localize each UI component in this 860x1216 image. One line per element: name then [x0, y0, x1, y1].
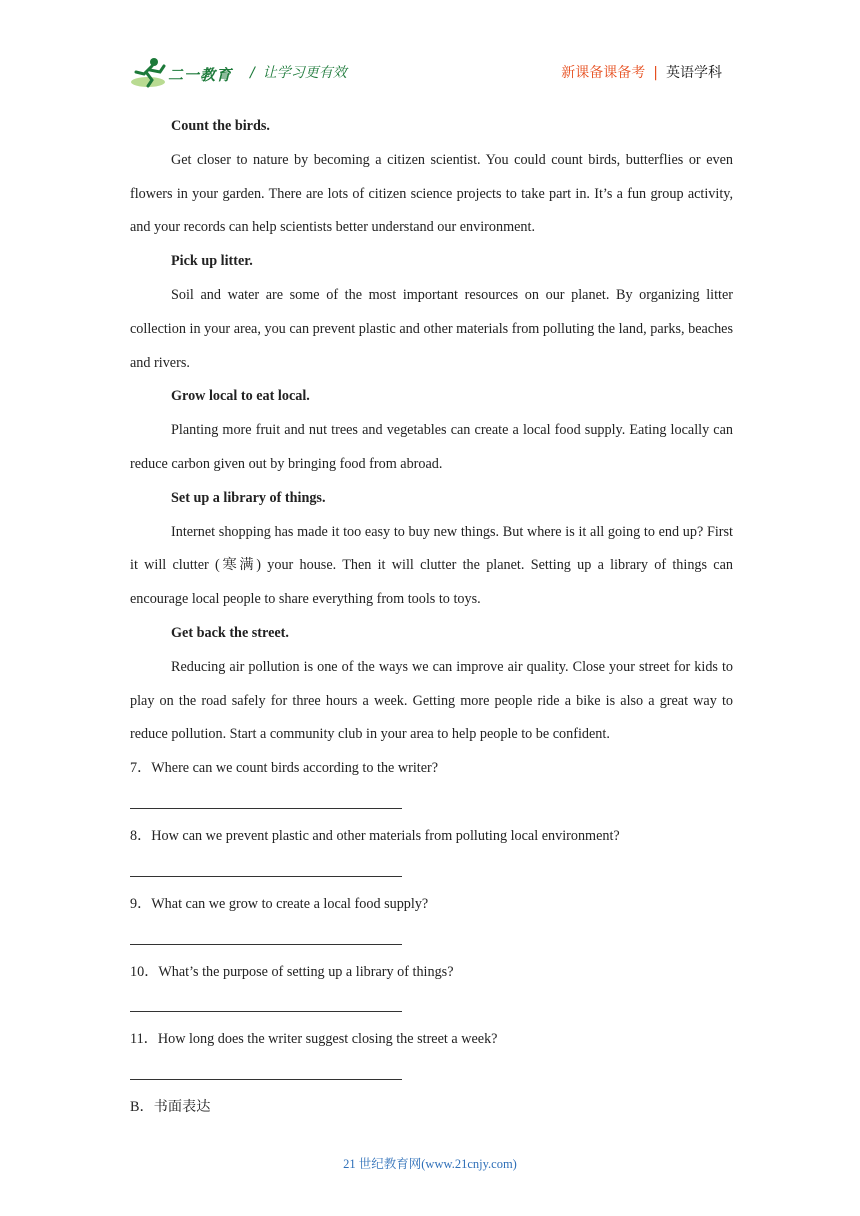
paragraph: Reducing air pollution is one of the ways we can improve air quality. Close your street for kids to play on the road safely for three hours a week. Getting more people ride a bike is also a great way to reduce pollution. Start a community club in your area to help people to be confident.: [130, 658, 733, 743]
question-7: 7．Where can we count birds according to the writer?: [130, 760, 439, 777]
header-tag-subject: 英语学科: [666, 65, 722, 81]
paragraph: Soil and water are some of the most important resources on our planet. By organizing litter collection in your area, you can prevent plastic and other materials from polluting the land, parks, beaches and rivers.: [130, 286, 733, 371]
answer-line-9[interactable]: [130, 922, 733, 956]
answer-line-7[interactable]: [130, 786, 733, 820]
question-9: 9．What can we grow to create a local food supply?: [130, 895, 429, 912]
question-11: 11．How long does the writer suggest closing the street a week?: [130, 1031, 498, 1048]
question-8: 8．How can we prevent plastic and other materials from polluting local environment?: [130, 827, 620, 844]
slogan: [250, 62, 347, 82]
slogan-separator: /: [250, 65, 255, 81]
slogan-text: 让学习更有效: [262, 65, 347, 81]
document-body: [130, 110, 733, 1125]
section-heading: Count the birds.: [171, 118, 270, 134]
header-tags: [561, 62, 722, 82]
page-footer[interactable]: 21 世纪教育网(www.21cnjy.com): [343, 1157, 517, 1171]
paragraph: Get closer to nature by becoming a citizen scientist. You could count birds, butterflies or even flowers in your garden. There are lots of citizen science projects to take part in. It’s a fun group activity, and your records can help scientists better understand our environment.: [130, 151, 733, 236]
paragraph: Internet shopping has made it too easy to buy new things. But where is it all going to end up? First it will clutter (寒满) your house. Then it will clutter the planet. Setting up a library of things can encourage local people to share everything from tools to toys.: [130, 523, 733, 608]
section-heading: Pick up litter.: [171, 253, 253, 270]
section-b-title: B．书面表达: [130, 1099, 211, 1116]
section-heading: Get back the street.: [171, 624, 289, 641]
runner-logo-icon: [130, 56, 170, 95]
brand-name: 二一教育: [168, 66, 233, 84]
answer-line-10[interactable]: [130, 989, 733, 1023]
question-10: 10．What’s the purpose of setting up a library of things?: [130, 963, 454, 980]
paragraph: Planting more fruit and nut trees and vegetables can create a local food supply. Eating locally can reduce carbon given out by bringing food from abroad.: [130, 422, 733, 472]
answer-line-11[interactable]: [130, 1057, 733, 1091]
header-tag-course: 新课备课备考: [561, 65, 646, 81]
answer-line-8[interactable]: [130, 854, 733, 888]
section-heading: Grow local to eat local.: [171, 388, 310, 405]
header-divider: |: [653, 65, 658, 81]
page-header: [130, 56, 730, 90]
section-heading: Set up a library of things.: [171, 489, 326, 506]
